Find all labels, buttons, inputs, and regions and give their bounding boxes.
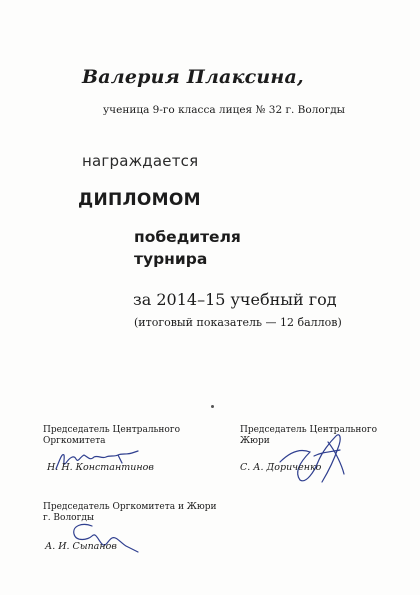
paper-speck bbox=[211, 405, 214, 408]
diploma-heading: ДИПЛОМОМ bbox=[78, 190, 201, 210]
score-note: (итоговый показатель — 12 баллов) bbox=[134, 316, 342, 329]
academic-year: за 2014–15 учебный год bbox=[133, 290, 337, 309]
awarded-text: награждается bbox=[82, 152, 199, 170]
signatory-1-title bbox=[43, 425, 180, 447]
recipient-description: ученица 9-го класса лицея № 32 г. Вологды bbox=[103, 104, 346, 116]
signatory-2-title-line2: Жюри bbox=[240, 436, 270, 446]
signatory-3-title-line1: Председатель Оргкомитета и Жюри bbox=[43, 502, 217, 512]
signatory-3-name: А. И. Сыпанов bbox=[45, 541, 117, 552]
signatory-1-title-line1: Председатель Центрального bbox=[43, 425, 180, 435]
winner-line-1: победителя bbox=[134, 228, 241, 246]
signatory-2-name: С. А. Дориченко bbox=[240, 462, 322, 473]
winner-line-2: турнира bbox=[134, 250, 208, 268]
signatory-2-title-line1: Председатель Центрального bbox=[240, 425, 377, 435]
signature-2-mark bbox=[270, 422, 370, 492]
recipient-name: Валерия Плаксина, bbox=[82, 66, 304, 88]
signatory-1-name: Н. Н. Константинов bbox=[47, 462, 154, 473]
signatory-1-title-line2: Оргкомитета bbox=[43, 436, 106, 446]
signatory-3-title-line2: г. Вологды bbox=[43, 513, 95, 523]
